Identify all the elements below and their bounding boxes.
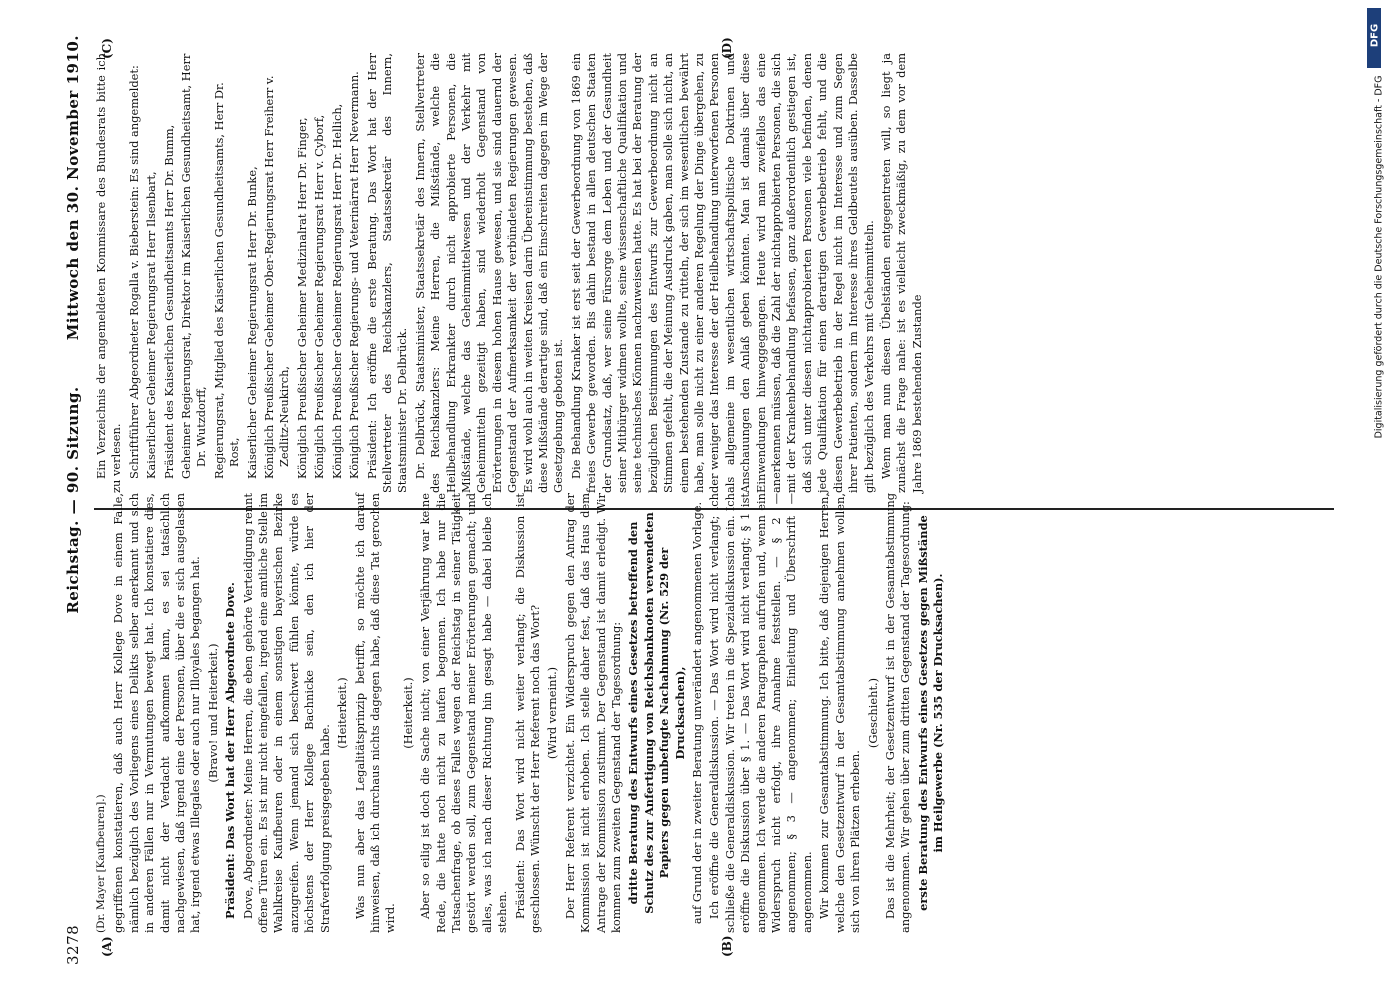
commissioner-item: Geheimer Regierungsrat, Direktor im Kaiserlichen Gesundheitsamt, Herr Dr. Wutzdorff, <box>179 53 209 479</box>
paragraph: Wenn man nun diesen Übelständen entgegentreten will, so liegt ja zunächst die Frage nahe: ist es vielleicht zweckmäßig, zu dem vor dem Jahre 1869 bestehenden Zustande <box>878 53 924 493</box>
paragraph: Das ist die Mehrheit; der Gesetzentwurf ist in der Gesamtabstimmung angenommen. Wir gehen über zum dritten Gegenstand der Tagesordnung: <box>882 493 913 933</box>
commissioner-item: Königlich Preußischer Geheimer Regierungsrat Herr Dr. Hellich, <box>329 103 344 479</box>
interjection: (Geschieht.) <box>865 677 880 749</box>
margin-mark-a: (A) <box>100 936 114 957</box>
commissioner-item: Kaiserlicher Geheimer Regierungsrat Herr Ilsenbart, <box>144 171 159 479</box>
commissioner-list <box>144 53 362 493</box>
interjection: (Wird verneint.) <box>545 666 560 760</box>
paragraph: Schriftführer Abgeordneter Rogalla v. Bieberstein: Es sind angemeldet: <box>126 65 141 479</box>
left-column <box>94 493 1334 933</box>
paragraph: gegriffenen konstatieren, daß auch Herr Kollege Dove in einem Falle, nämlich bezüglich des Vorliegens eines Delikts selber anerkannt und sich in anderen Fällen nur in Vermutungen bewegt hat. Ich konstatiere dies, damit nicht der Verdacht aufkommen kann, es sei tatsächlich nachgewiesen, daß irgend eine der Personen, über die er sich ausgelassen hat, irgend etwas Illegales oder auch nur Illoyales begangen hat. <box>111 493 203 933</box>
interjection: (Heiterkeit.) <box>335 677 350 749</box>
margin-mark-d: (D) <box>720 37 734 59</box>
paragraph: Präsident: Ich eröffne die erste Beratung. Das Wort hat der Herr Stellvertreter des Reichskanzlers, Staatssekretär des Innern, Staatsminister Dr. Delbrück. <box>364 53 410 493</box>
digitization-text: Digitalisierung gefördert durch die Deutsche Forschungsgemeinschaft - DFG <box>1373 75 1385 439</box>
commissioner-item: Kaiserlicher Geheimer Regierungsrat Herr Dr. Bunke, <box>244 166 259 479</box>
commissioner-item: Präsident des Kaiserlichen Gesundheitsamts Herr Dr. Bumm, <box>161 124 176 479</box>
commissioner-item: Regierungsrat, Mitglied des Kaiserlichen Gesundheitsamts, Herr Dr. Rost, <box>211 82 242 479</box>
dfg-logo-text: DFG <box>1369 23 1381 48</box>
interjection: (Heiterkeit.) <box>400 677 415 749</box>
agenda-item-heading: dritte Beratung des Entwurfs eines Gesetzes betreffend den Schutz des zur Anfertigung von Reichsbanknoten verwendeten Papiers gegen unbefugte Nachahmung (Nr. 529 der Drucksachen), <box>626 512 687 914</box>
right-column <box>94 53 1334 493</box>
page-header <box>60 35 86 965</box>
paragraph: Dove, Abgeordneter: Meine Herren, die eben gehörte Verteidigung rennt offene Türen ein. Es ist mir nicht eingefallen, irgend eine amtliche Stelle im Wahlkreise Kaufbeuren oder in einem sonstigen bayerischen Bezirke anzugreifen. Wenn jemand sich beschwert fühlen könnte, würde es höchstens der Herr Kollege Bachnicke sein, den ich hier der Strafverfolgung preisgegeben habe. <box>240 493 332 933</box>
page-number: 3278 <box>64 924 82 965</box>
rotated-document-page <box>60 35 1350 965</box>
digitization-note <box>1369 75 1385 700</box>
session-title: Reichstag. — 90. Sitzung. <box>64 386 82 614</box>
speaker-note: (Dr. Mayer [Kaufbeuren].) <box>95 794 107 933</box>
commissioner-item: Königlich Preußischer Regierungs- und Veterinärrat Herr Nevermann. <box>347 71 362 479</box>
paragraph: Dr. Delbrück, Staatsminister, Staatssekretär des Innern, Stellvertreter des Reichskanzlers: Meine Herren, die Mißstände, welche die Heilbehandlung Erkrankter durch nicht approbierte Personen, die Mißstände, welche das Geheimmittelwesen und der Verkehr mit Geheimmitteln gezeitigt haben, sind wiederholt Gegenstand von Erörterungen in diesem hohen Hause gewesen, und sie sind dauernd der Gegenstand der Aufmerksamkeit der verbündeten Regierungen gewesen. Es wird wohl auch in weiten Kreisen darin Übereinstimmung bestehen, daß diese Mißstände derartige sind, daß ein Einschreiten dagegen im Wege der Gesetzgebung geboten ist. <box>412 53 566 493</box>
paragraph: Die Behandlung Kranker ist erst seit der Gewerbeordnung von 1869 ein freies Gewerbe geworden. Bis dahin bestand in allen deutschen Staaten der Grundsatz, daß, wer seine Fürsorge dem Leben und der Gesundheit seiner Mitbürger widmen wollte, seine wissenschaftliche Qualifikation und seine technisches Können nachzuweisen hatte. Es hat bei der Beratung der bezüglichen Bestimmungen des Entwurfs zur Gewerbeordnung nicht an Stimmen gefehlt, die der Meinung Ausdruck gaben, man solle sich nicht, an einem bestehenden Zustande zu rütteln, der sich im wesentlichen bewährt habe, man solle nicht zu einer anderen Regelung der Dinge übergehen, zu der weniger das Interesse der der Heilbehandlung unterworfenen Personen als allgemeine im wesentlichen wirtschaftspolitische Doktrinen und Anschauungen den Anlaß geben könnten. Man ist damals über diese Einwendungen hinweggegangen. Heute wird man zweifellos das eine anerkennen müssen, daß die Zahl der nichtapprobierten Personen, die sich mit der Krankenbehandlung befassen, ganz außerordentlich gestiegen ist, daß sich unter diesen nichtapprobierten Personen viele befinden, denen jede Qualifikation für einen derartigen Gewerbebetrieb fehlt, und die diesen Gewerbebetrieb in der Regel nicht im Interesse und zum Segen ihrer Patienten, sondern im Interesse ihres Geldbeutels ausüben. Dasselbe gilt bezüglich des Verkehrs mit Geheimmitteln. <box>568 53 876 493</box>
paragraph: Wir kommen zur Gesamtabstimmung. Ich bitte, daß diejenigen Herren, welche den Gesetzentwurf in der Gesamtabstimmung annehmen wollen, sich von ihren Plätzen erheben. <box>817 493 863 933</box>
commissioner-item: Königlich Preußischer Geheimer Medizinalrat Herr Dr. Finger, <box>294 117 309 479</box>
agenda-item-heading: erste Beratung des Entwurfs eines Gesetzes gegen Mißstände im Heilgewerbe (Nr. 535 der Drucksachen). <box>915 515 946 911</box>
commissioner-item: Königlich Preußischer Geheimer Ober-Regierungsrat Herr Freiherr v. Zedlitz-Neukirch, <box>262 75 292 479</box>
paragraph: Präsident: Das Wort wird nicht weiter verlangt; die Diskussion ist geschlossen. Wünscht der Herr Referent noch das Wort? <box>512 493 542 933</box>
margin-mark-b: (B) <box>720 935 734 957</box>
paragraph: Ich eröffne die Generaldiskussion. — Das Wort wird nicht verlangt; ich schließe die Generaldiskussion. Wir treten in die Spezialdiskussion ein. Ich eröffne die Diskussion über § 1. — Das Wort wird nicht verlangt; § 1 ist angenommen. Ich werde die anderen Paragraphen aufrufen und, wenn ein Widerspruch nicht erfolgt, ihre Annahme feststellen. — § 2 — angenommen; § 3 — angenommen; Einleitung und Überschrift — angenommen. <box>707 493 814 933</box>
margin-mark-c: (C) <box>100 38 114 59</box>
paragraph: Der Herr Referent verzichtet. Ein Widerspruch gegen den Antrag der Kommission ist nicht erhoben. Ich stelle daher fest, daß das Haus dem Antrage der Kommission zustimmt. Der Gegenstand ist damit erledigt. Wir kommen zum zweiten Gegenstand der Tagesordnung: <box>562 493 623 933</box>
paragraph: Was nun aber das Legalitätsprinzip betrifft, so möchte ich darauf hinweisen, daß ich durchaus nichts dagegen habe, daß diese Tat gerochen wird. <box>352 493 398 933</box>
commissioner-item: Königlich Preußischer Geheimer Regierungsrat Herr v. Cyborf, <box>312 114 327 479</box>
paragraph: Präsident: Das Wort hat der Herr Abgeordnete Dove. <box>223 582 238 919</box>
paragraph: Ein Verzeichnis der angemeldeten Kommissare des Bundesrats bitte ich zu verlesen. <box>94 53 124 493</box>
agenda-item-subtitle: auf Grund der in zweiter Beratung unverändert angenommenen Vorlage. <box>690 501 705 925</box>
paragraph: Aber so eilig ist doch die Sache nicht; von einer Verjährung war keine Rede, die hatte noch nicht zu laufen begonnen. Ich habe nur die Tatsachenfrage, ob dieses Falles wegen der Reichstag in seiner Tätigkeit gestört werden soll, zum Gegenstand meiner Erörterungen gemacht; und alles, was ich nach dieser Richtung hin gesagt habe — dabei bleibe ich stehen. <box>418 493 510 933</box>
interjection: (Bravo! und Heiterkeit.) <box>205 643 220 783</box>
dfg-logo <box>1367 8 1381 68</box>
session-date: Mittwoch den 30. November 1910. <box>64 35 82 341</box>
